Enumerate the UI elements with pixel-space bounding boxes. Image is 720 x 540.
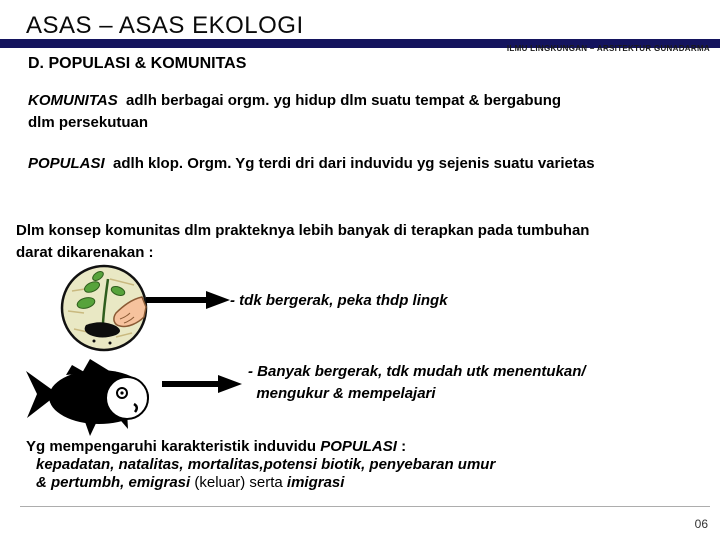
right-arrow-icon bbox=[162, 375, 242, 398]
section-heading: D. POPULASI & KOMUNITAS bbox=[28, 55, 247, 72]
factors-intro-suffix: : bbox=[396, 438, 407, 455]
factors-line3-em1: & pertumbh, emigrasi bbox=[36, 474, 195, 491]
komunitas-definition-line1: adlh berbagai orgm. yg hidup dlm suatu tempat & bergabung bbox=[117, 92, 562, 109]
factors-intro: Yg mempengaruhi karakteristik induvidu bbox=[26, 438, 321, 455]
population-factors-paragraph bbox=[26, 438, 495, 492]
slide-title: ASAS – ASAS EKOLOGI bbox=[26, 12, 304, 39]
populasi-definition-line1: adlh klop. Orgm. Yg terdi dri dari induvidu yg sejenis suatu varietas bbox=[104, 155, 595, 172]
fish-icon bbox=[24, 353, 164, 438]
populasi-term: POPULASI bbox=[28, 155, 105, 172]
populasi-definition bbox=[28, 153, 595, 175]
fish-bullet-text bbox=[248, 361, 586, 405]
fish-bullet-line1: - Banyak bergerak, tdk mudah utk menentukan/ bbox=[248, 363, 586, 380]
course-watermark: ILMU LINGKUNGAN – ARSITEKTUR GUNADARMA bbox=[506, 44, 710, 53]
fish-bullet-line2: mengukur & mempelajari bbox=[248, 385, 436, 402]
factors-populasi-term: POPULASI bbox=[320, 438, 397, 455]
plant-in-hand-image bbox=[58, 263, 150, 353]
fish-image bbox=[24, 353, 164, 438]
context-line2: darat dikarenakan : bbox=[16, 244, 154, 261]
factors-line3-plain: (keluar) serta bbox=[194, 474, 287, 491]
plant-in-hand-icon bbox=[58, 263, 150, 353]
factors-line3 bbox=[26, 474, 495, 492]
context-paragraph bbox=[16, 220, 589, 264]
page-number: 06 bbox=[694, 517, 708, 531]
factors-line2: kepadatan, natalitas, mortalitas,potensi biotik, penyebaran umur bbox=[36, 456, 496, 473]
footer-divider-line bbox=[20, 506, 710, 507]
komunitas-term: KOMUNITAS bbox=[28, 92, 118, 109]
plant-bullet-text: - tdk bergerak, peka thdp lingk bbox=[230, 292, 448, 309]
right-arrow-icon bbox=[146, 291, 230, 314]
komunitas-definition-line2: dlm persekutuan bbox=[28, 114, 149, 131]
factors-line3-em2: imigrasi bbox=[286, 474, 345, 491]
komunitas-definition bbox=[28, 90, 561, 134]
context-line1: Dlm konsep komunitas dlm prakteknya lebih banyak di terapkan pada tumbuhan bbox=[16, 222, 590, 239]
